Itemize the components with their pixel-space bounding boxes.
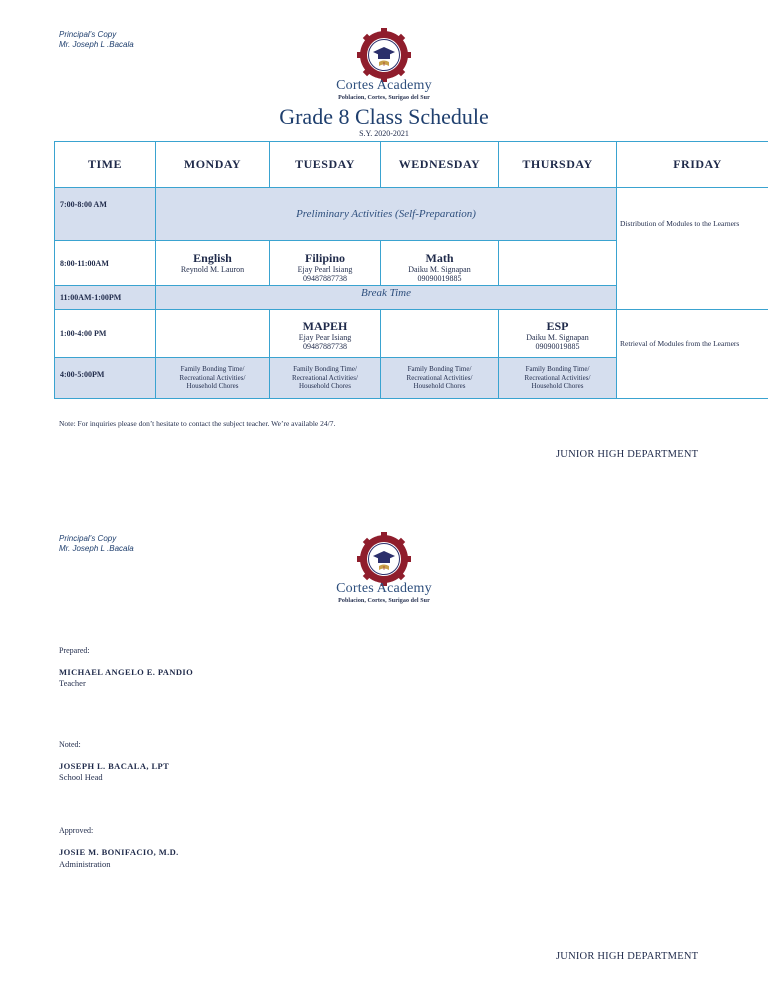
school-name: Cortes Academy: [336, 78, 432, 93]
subject-name: English: [193, 251, 232, 265]
header-monday: MONDAY: [156, 142, 270, 188]
approved-by-name: JOSIE M. BONIFACIO, M.D.: [59, 847, 179, 857]
teacher-name: Ejay Pear Isiang: [298, 333, 352, 342]
prepared-by-name: MICHAEL ANGELO E. PANDIO: [59, 667, 194, 677]
tuesday-family-time: [270, 358, 381, 399]
principal-copy-label-page2: [59, 534, 134, 554]
time-slot-5: 4:00-5:00PM: [55, 358, 156, 399]
monday-empty-cell: [156, 310, 270, 358]
family-time-line: Recreational Activities/: [292, 373, 358, 382]
header-time: TIME: [55, 142, 156, 188]
header-thursday: THURSDAY: [499, 142, 617, 188]
teacher-name: Ejay Pearl Isiang: [297, 265, 353, 274]
thursday-family-time: [499, 358, 617, 399]
preliminary-activities: Preliminary Activities (Self-Preparation): [156, 188, 617, 241]
table-header-row: [55, 142, 768, 188]
school-address-page2: Poblacion, Cortes, Surigao del Sur: [338, 598, 430, 604]
teacher-phone: 09090019885: [535, 342, 580, 351]
subject-name: Filipino: [304, 251, 345, 265]
table-row: [55, 310, 768, 358]
family-time-line: Recreational Activities/: [524, 373, 591, 382]
school-year: S.Y. 2020-2021: [359, 129, 409, 138]
thursday-empty-cell: [499, 241, 617, 286]
family-time-line: Family Bonding Time/: [407, 365, 472, 374]
school-name-page2: Cortes Academy: [336, 581, 432, 596]
approved-label: Approved:: [59, 826, 94, 835]
family-time-line: Household Chores: [531, 382, 584, 391]
family-time-line: Household Chores: [299, 382, 351, 391]
copy-label-line1: Principal’s Copy: [59, 534, 117, 543]
wednesday-math-cell: [381, 241, 499, 286]
wednesday-family-time: [381, 358, 499, 399]
header-friday: FRIDAY: [617, 142, 768, 188]
wednesday-empty-cell: [381, 310, 499, 358]
principal-copy-label: [59, 30, 134, 50]
noted-by-name: JOSEPH L. BACALA, LPT: [59, 761, 170, 771]
class-schedule-table: [54, 141, 768, 399]
teacher-name: Daiku M. Signapan: [408, 265, 471, 274]
table-row: [55, 188, 768, 241]
copy-label-line2: Mr. Joseph L .Bacala: [59, 40, 134, 49]
tuesday-mapeh-cell: [270, 310, 381, 358]
teacher-phone: 09487887738: [303, 342, 347, 351]
family-time-line: Household Chores: [186, 382, 239, 391]
subject-name: ESP: [546, 319, 569, 333]
header-tuesday: TUESDAY: [270, 142, 381, 188]
time-slot-4: 1:00-4:00 PM: [55, 310, 156, 358]
friday-distribution-of-modules: Distribution of Modules to the Learners: [617, 188, 768, 310]
monday-family-time: [156, 358, 270, 399]
family-time-line: Family Bonding Time/: [180, 365, 245, 374]
family-time-line: Recreational Activities/: [179, 373, 246, 382]
break-time: Break Time: [156, 286, 617, 310]
copy-label-line1: Principal’s Copy: [59, 30, 117, 39]
thursday-esp-cell: [499, 310, 617, 358]
teacher-phone: 09090019885: [417, 274, 462, 283]
prepared-label: Prepared:: [59, 646, 90, 655]
teacher-name: Reynold M. Lauron: [180, 265, 245, 274]
header-wednesday: WEDNESDAY: [381, 142, 499, 188]
time-slot-2: 8:00-11:00AM: [55, 241, 156, 286]
monday-english-cell: [156, 241, 270, 286]
time-slot-3: 11:00AM-1:00PM: [55, 286, 156, 310]
prepared-by-role: Teacher: [59, 678, 86, 688]
subject-name: MAPEH: [302, 319, 348, 333]
department-label: JUNIOR HIGH DEPARTMENT: [556, 449, 699, 460]
approved-by-role: Administration: [59, 859, 111, 869]
department-label-page2: JUNIOR HIGH DEPARTMENT: [556, 951, 699, 962]
teacher-phone: 09487887738: [303, 274, 347, 283]
school-address: Poblacion, Cortes, Surigao del Sur: [338, 95, 430, 101]
friday-retrieval-of-modules: Retrieval of Modules from the Learners: [617, 310, 768, 399]
copy-label-line2: Mr. Joseph L .Bacala: [59, 544, 134, 553]
family-time-line: Family Bonding Time/: [525, 365, 590, 374]
time-slot-1: 7:00-8:00 AM: [55, 188, 156, 241]
tuesday-filipino-cell: [270, 241, 381, 286]
family-time-line: Family Bonding Time/: [293, 365, 357, 374]
inquiry-note: Note: For inquiries please don’t hesitate to contact the subject teacher. We’re available 24/7.: [59, 419, 336, 428]
noted-label: Noted:: [59, 740, 81, 749]
schedule-title: Grade 8 Class Schedule: [279, 104, 489, 129]
subject-name: Math: [425, 251, 454, 265]
family-time-line: Recreational Activities/: [406, 373, 473, 382]
teacher-name: Daiku M. Signapan: [526, 333, 589, 342]
family-time-line: Household Chores: [413, 382, 466, 391]
noted-by-role: School Head: [59, 772, 103, 782]
